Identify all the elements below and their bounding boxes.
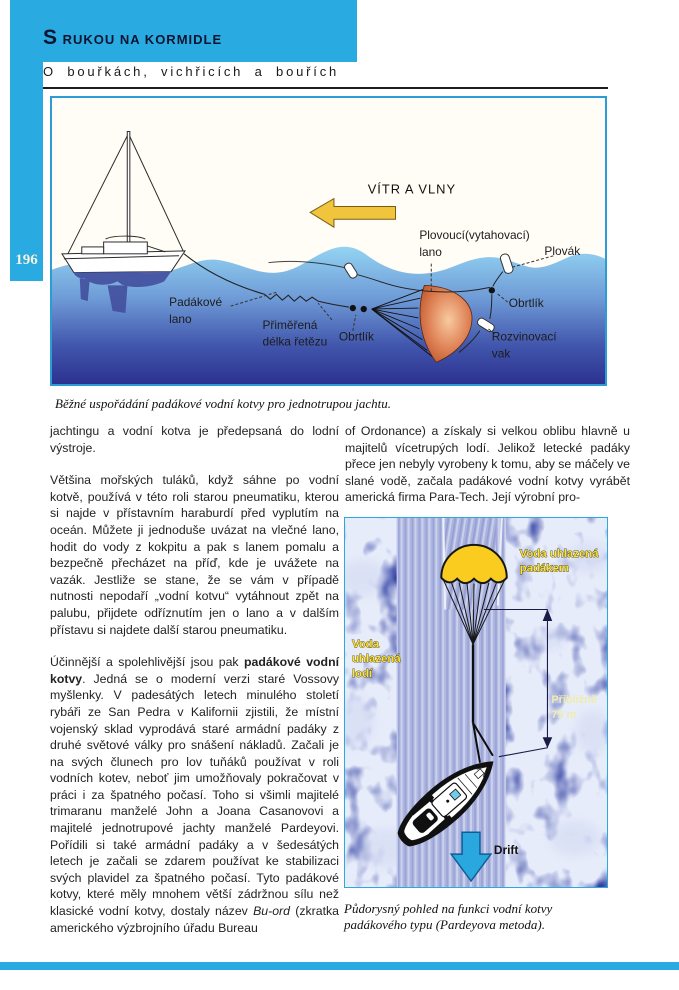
label-wind: VÍTR A VLNY bbox=[367, 181, 457, 197]
sailboat-drawing bbox=[62, 132, 185, 273]
page-number: 196 bbox=[15, 252, 38, 268]
label-parachute-line-2: lano bbox=[169, 311, 192, 326]
label-smoothed-by-boat: Voda bbox=[351, 638, 379, 651]
label-smoothed-by-boat-2: uhlazená bbox=[351, 653, 401, 666]
header-band bbox=[10, 0, 357, 62]
figure-parachute-sea-anchor-side-view bbox=[50, 96, 607, 386]
label-deploy-bag-2: vak bbox=[491, 346, 511, 361]
label-chain: Přiměřená bbox=[262, 317, 318, 332]
figure2-artwork bbox=[345, 518, 607, 887]
label-parachute-line: Padákové bbox=[169, 295, 223, 310]
label-smoothed-by-parachute: Voda uhlazená bbox=[519, 547, 599, 560]
chapter-title: O bouřkách, vichřicích a bouřích bbox=[43, 64, 340, 79]
figure1-caption: Běžné uspořádání padákové vodní kotvy pro jednotrupou jachtu. bbox=[55, 396, 392, 411]
label-retrieval-line: Plovoucí(vytahovací) bbox=[419, 228, 530, 243]
label-swivel-left: Obrtlík bbox=[338, 329, 374, 344]
swivel-dot bbox=[361, 306, 367, 312]
paragraph: Většina mořských tuláků, když sáhne po vodní kotvě, používá v této roli starou pneumatiku, kterou si najde v přístavním haraburdí před vyplutím na oceán. Můžete ji jednoduše uvázat na vlečné lano, hodit do vody z kokpitu a pak s lanem pomalu a bezpečně přecházet na příď, kde je uvážete na vazák. Jestliže se stane, že se vám v případě nutnosti nepodaří „vodní kotvu“ vytáhnout zpět na palubu, přijdete odříznutím jen o lano a v dalším přístavu si najdete další starou pneumatiku. bbox=[50, 473, 339, 637]
text-column-right bbox=[345, 423, 630, 522]
label-chain-2: délka řetězu bbox=[262, 334, 328, 349]
label-drift: Drift bbox=[493, 843, 519, 858]
paragraph: of Ordonance) a získaly si velkou oblibu hlavně u majitelů vícetrupých lodí. Jelikož letecké padáky přece jen nebyly vyrobeny k tomu, aby se máčely ve slané vodě, začala padákové vodní kotvy vyrábět americká firma Para-Tech. Její výrobní pro- bbox=[345, 424, 631, 505]
paragraph: jachtingu a vodní kotva je předepsaná do lodní výstroje. bbox=[50, 424, 339, 455]
label-deploy-bag: Rozvinovací bbox=[491, 329, 557, 344]
header-rule bbox=[43, 87, 608, 89]
figure1-artwork bbox=[52, 98, 605, 384]
book-title: S RUKOU NA KORMIDLE bbox=[43, 26, 223, 49]
label-smoothed-by-parachute-2: padákem bbox=[519, 562, 570, 575]
text-column-left bbox=[50, 423, 339, 952]
paragraph: Účinnější a spolehlivější jsou pak padákové vodní kotvy. Jedná se o moderní verzi staré Vossovy myšlenky. V padesátých letech minulého století rybáři ze San Pedra v Kalifornii zjistili, že místní vojenský sklad vyprodává staré armádní padáky z druhé světové války pro snášení nákladů. Začali je na svých člunech pro lov tuňáků používat v roli vodních kotev, neboť jim umožňovaly pokračovat v práci i za špatného počasí. Toho si všimli majitelé trimaranu manželé John a Joana Casanovovi a majitelé jednotrupové jachty manželé Pardeyovi. Pořídili si také armádní padáky a v šedesátých letech je začali se zdarem používat ke stabilizaci svých plavidel za špatného počasí. Tyto padákové kotvy, které měly mnohem větší zádržnou sílu než klasické vodní kotvy, dostaly název Bu-ord (zkratka amerického výzbrojního úřadu Bureau bbox=[50, 655, 339, 935]
label-retrieval-line-2: lano bbox=[419, 244, 442, 259]
label-float: Plovák bbox=[544, 243, 581, 258]
swivel-dot bbox=[350, 305, 356, 311]
swivel-dot bbox=[489, 287, 495, 293]
label-smoothed-by-boat-3: lodí bbox=[351, 668, 373, 681]
label-distance-2: 75 m bbox=[551, 708, 577, 721]
wind-arrow bbox=[310, 199, 395, 228]
margin-bar bbox=[10, 0, 43, 281]
label-distance: Přibližně bbox=[551, 693, 597, 707]
figure2-caption: Půdorysný pohled na funkci vodní kotvy padákového typu (Pardeyova metoda). bbox=[344, 901, 553, 932]
label-swivel-right: Obrtlík bbox=[508, 296, 544, 311]
footer-band bbox=[0, 962, 679, 970]
figure-parachute-anchor-plan-view bbox=[344, 517, 608, 888]
